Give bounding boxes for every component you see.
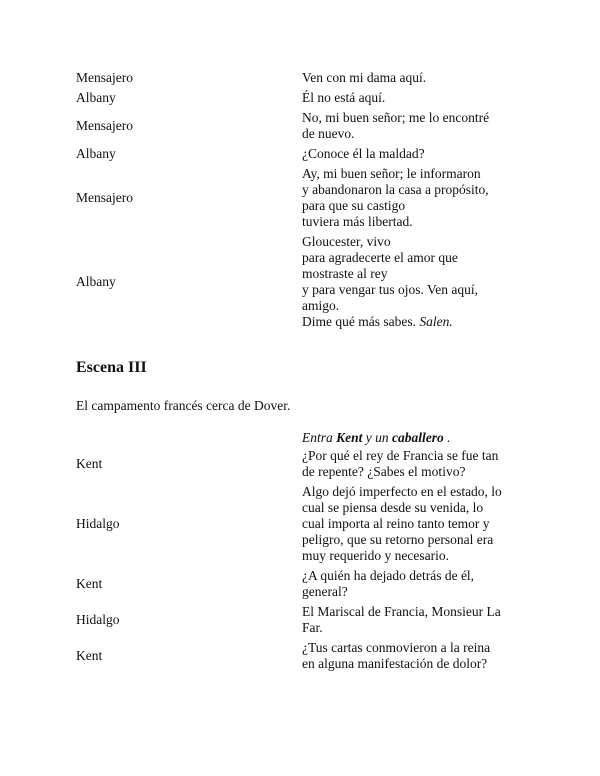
speech-line: Ven con mi dama aquí. — [302, 70, 427, 85]
speech-line — [302, 314, 536, 330]
dialogue-row — [76, 110, 536, 142]
dialogue-row — [76, 166, 536, 230]
stage-text: Entra — [302, 430, 333, 445]
speech-line: amigo. — [302, 298, 340, 313]
dialogue-row — [76, 234, 536, 330]
speaker-name: Albany — [76, 146, 116, 161]
speaker-name: Mensajero — [76, 190, 133, 205]
speech-line: mostraste al rey — [302, 266, 388, 281]
speech-line: No, mi buen señor; me lo encontré — [302, 110, 490, 125]
speech-line: El Mariscal de Francia, Monsieur La — [302, 604, 501, 619]
speaker-name: Kent — [76, 648, 103, 663]
speech-lines — [302, 110, 536, 142]
speech-line: y abandonaron la casa a propósito, — [302, 182, 489, 197]
speaker-name: Mensajero — [76, 118, 133, 133]
speech-line: peligro, que su retorno personal era — [302, 532, 494, 547]
dialogue-row — [76, 448, 536, 480]
dialogue-block-1 — [76, 70, 536, 330]
speech-line: tuviera más libertad. — [302, 214, 413, 229]
dialogue-row — [76, 90, 536, 106]
speech-lines — [302, 604, 536, 636]
speech-line: ¿Conoce él la maldad? — [302, 146, 425, 161]
dialogue-block-2 — [76, 430, 536, 672]
speech-line: general? — [302, 584, 348, 599]
speaker-name: Kent — [76, 456, 103, 471]
scene-title: Escena III — [76, 359, 147, 376]
speech-lines — [302, 70, 536, 86]
dialogue-row — [76, 604, 536, 636]
speech-line: ¿A quién ha dejado detrás de él, — [302, 568, 475, 583]
speech-line: Gloucester, vivo — [302, 234, 391, 249]
speech-line: para que su castigo — [302, 198, 406, 213]
character-name: caballero — [392, 430, 444, 445]
stage-text: . — [447, 430, 451, 445]
speech-lines — [302, 166, 536, 230]
speech-line: cual se piensa desde su venida, lo — [302, 500, 484, 515]
speaker-name: Albany — [76, 90, 116, 105]
speaker-name: Hidalgo — [76, 612, 120, 627]
dialogue-row — [76, 640, 536, 672]
speaker-name: Mensajero — [76, 70, 133, 85]
speech-line: Far. — [302, 620, 323, 635]
dialogue-row — [76, 484, 536, 564]
speaker-name: Kent — [76, 576, 103, 591]
dialogue-row — [76, 568, 536, 600]
stage-direction: Salen. — [419, 314, 453, 329]
speech-line: Algo dejó imperfecto en el estado, lo — [302, 484, 502, 499]
speech-line: para agradecerte el amor que — [302, 250, 458, 265]
speech-line: y para vengar tus ojos. Ven aquí, — [302, 282, 478, 297]
character-name: Kent — [336, 430, 363, 445]
speech-text: Dime qué más sabes. — [302, 314, 416, 329]
speech-lines — [302, 234, 536, 330]
speech-line: muy requerido y necesario. — [302, 548, 449, 563]
speech-line: Él no está aquí. — [302, 90, 386, 105]
speech-lines — [302, 90, 536, 106]
speech-lines — [302, 448, 536, 480]
dialogue-row — [76, 70, 536, 86]
entrance-row — [76, 430, 536, 446]
speech-line: Ay, mi buen señor; le informaron — [302, 166, 481, 181]
scene-setting: El campamento francés cerca de Dover. — [76, 398, 291, 413]
speech-line: de nuevo. — [302, 126, 355, 141]
speech-line: cual importa al reino tanto temor y — [302, 516, 490, 531]
speech-line: ¿Tus cartas conmovieron a la reina — [302, 640, 491, 655]
speech-lines — [302, 146, 536, 162]
speech-line: ¿Por qué el rey de Francia se fue tan — [302, 448, 499, 463]
dialogue-row — [76, 146, 536, 162]
stage-text: y un — [365, 430, 389, 445]
stage-entrance — [302, 430, 536, 446]
speech-lines — [302, 568, 536, 600]
speech-lines — [302, 640, 536, 672]
speech-lines — [302, 484, 536, 564]
speaker-name: Albany — [76, 274, 116, 289]
speaker-name: Hidalgo — [76, 516, 120, 531]
speech-line: de repente? ¿Sabes el motivo? — [302, 464, 466, 479]
speech-line: en alguna manifestación de dolor? — [302, 656, 488, 671]
